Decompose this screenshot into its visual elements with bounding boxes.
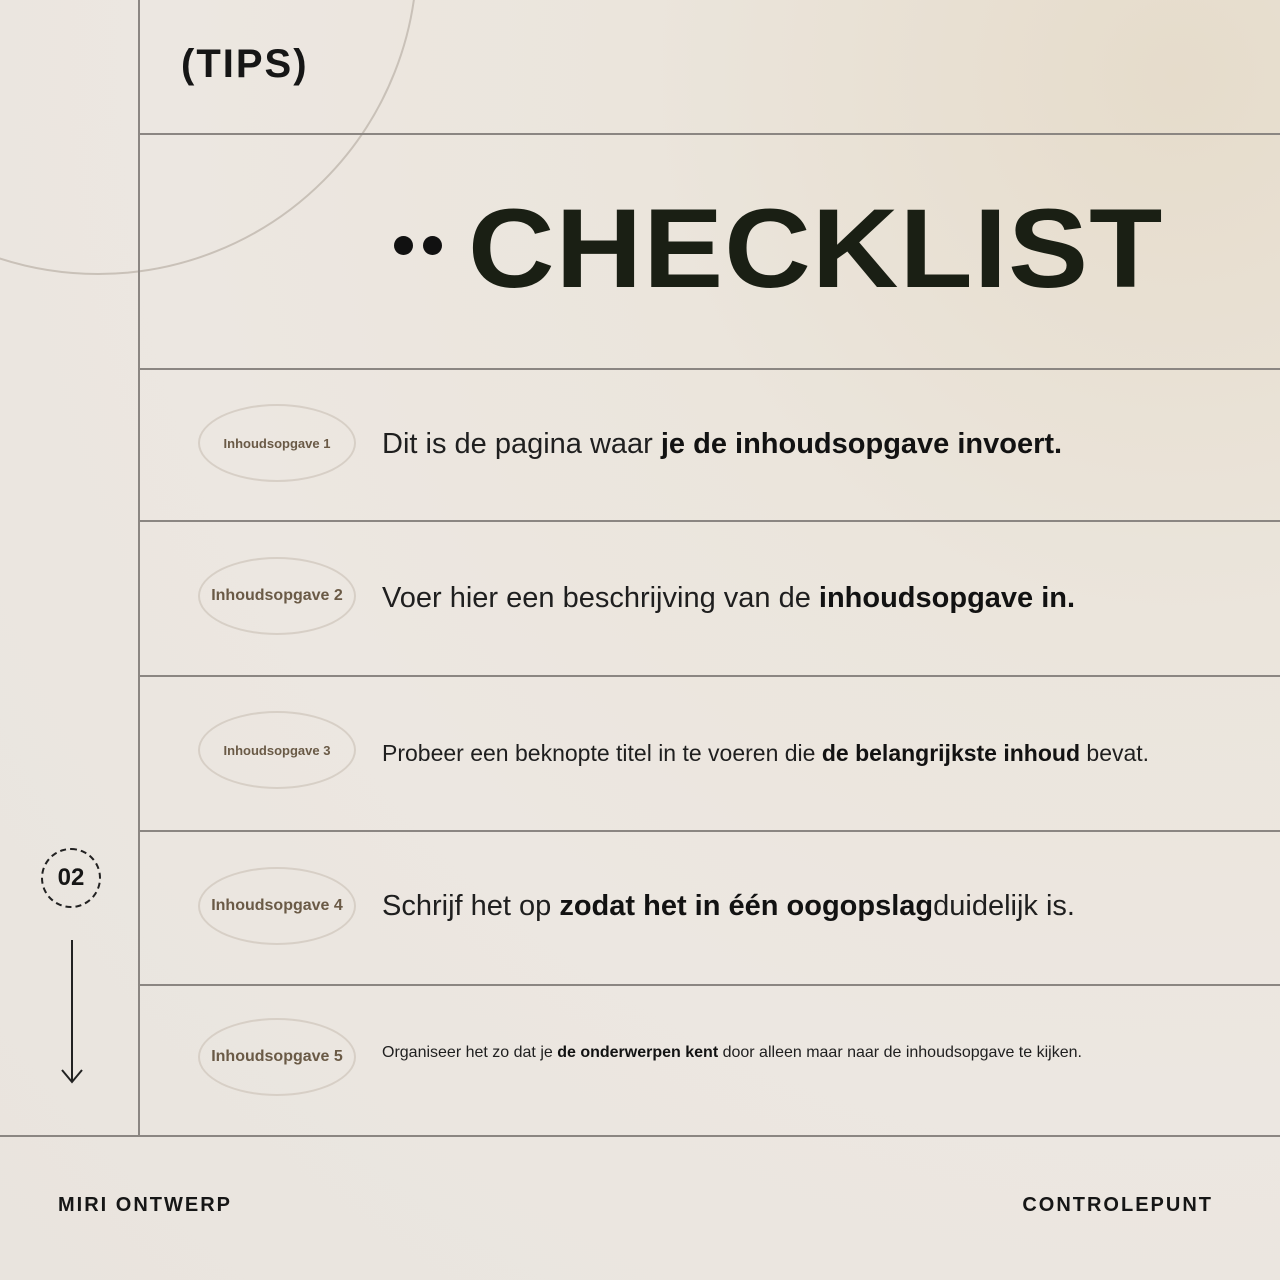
item-description: Organiseer het zo dat je de onderwerpen kent door alleen maar naar de inhoudsopgave te kijken. — [382, 1044, 1082, 1061]
checklist-row — [140, 370, 1280, 520]
item-description: Dit is de pagina waar je de inhoudsopgave invoert. — [382, 428, 1063, 460]
brand-name: MIRI ONTWERP — [58, 1194, 232, 1216]
arrow-down-icon — [60, 940, 84, 1086]
tips-label: (TIPS) — [181, 42, 309, 86]
checklist-row — [140, 832, 1280, 984]
bullet-dots-icon — [394, 236, 442, 255]
item-pill: Inhoudsopgave 2 — [198, 557, 356, 635]
divider-line — [138, 133, 1280, 135]
footer-label: CONTROLEPUNT — [1022, 1194, 1213, 1216]
item-pill: Inhoudsopgave 3 — [198, 711, 356, 789]
page-number-badge: 02 — [41, 848, 101, 908]
item-description: Schrijf het op zodat het in één oogopslagduidelijk is. — [382, 890, 1075, 922]
item-pill: Inhoudsopgave 1 — [198, 404, 356, 482]
item-pill: Inhoudsopgave 5 — [198, 1018, 356, 1096]
footer-divider — [0, 1135, 1280, 1137]
checklist-row — [140, 522, 1280, 675]
checklist-row — [140, 677, 1280, 830]
item-pill: Inhoudsopgave 4 — [198, 867, 356, 945]
checklist-row — [140, 986, 1280, 1135]
item-description: Probeer een beknopte titel in te voeren die de belangrijkste inhoud bevat. — [382, 740, 1150, 766]
item-description: Voer hier een beschrijving van de inhoudsopgave in. — [382, 582, 1076, 614]
page-title: CHECKLIST — [468, 186, 1164, 311]
